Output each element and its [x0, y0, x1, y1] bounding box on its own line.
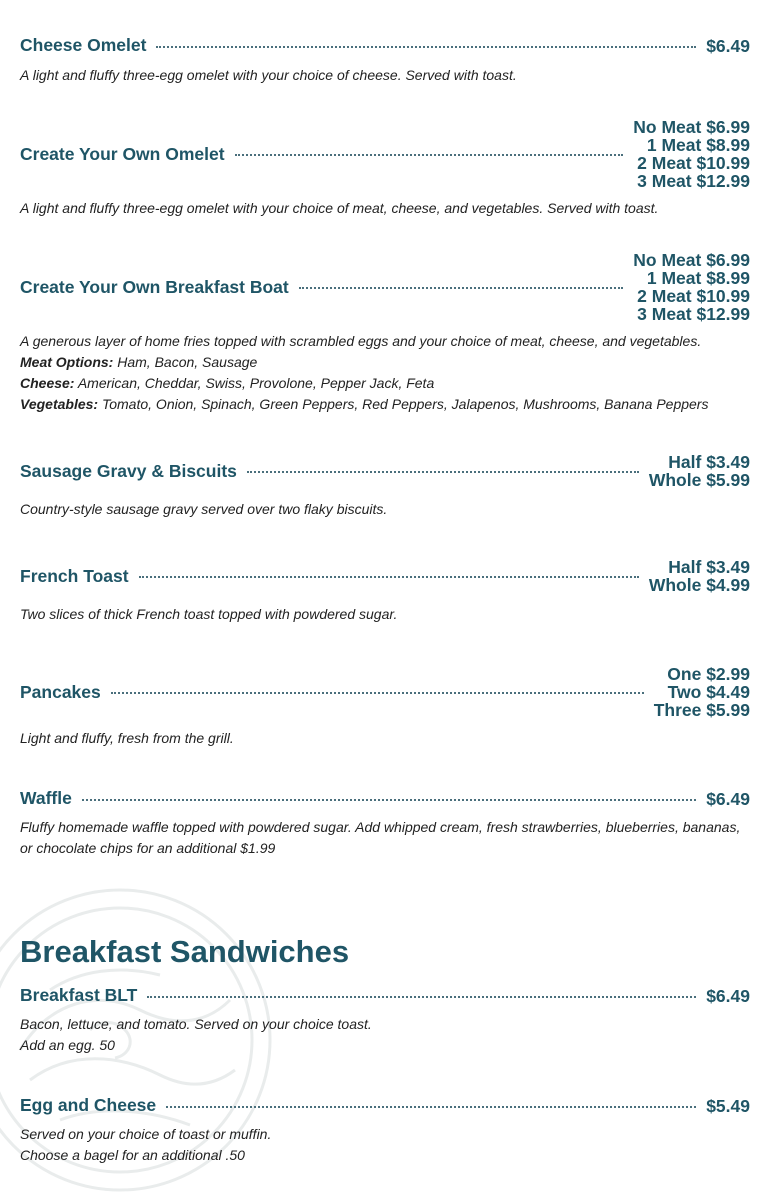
menu-item-price: 1 Meat $8.99: [646, 135, 750, 155]
menu-item-name: French Toast: [20, 565, 129, 586]
menu-item: [20, 625, 750, 749]
menu-item-name: Egg and Cheese: [20, 1095, 157, 1115]
menu-item-prices: [706, 790, 750, 808]
option-line-vegetables: [20, 394, 750, 415]
dot-leader: [247, 471, 639, 473]
menu-item-prices: [706, 1097, 750, 1115]
menu-item-price: 2 Meat $10.99: [637, 286, 750, 306]
menu-item-addon: Choose a bagel for an additional .50: [20, 1147, 245, 1163]
menu-item-price: 3 Meat $12.99: [637, 171, 750, 191]
menu-item-name: Cheese Omelet: [20, 35, 147, 55]
menu-item-header: [20, 665, 750, 719]
menu-item-price: 2 Meat $10.99: [637, 153, 750, 173]
menu-item-prices: [633, 251, 750, 323]
menu-item-description: Country-style sausage gravy served over two flaky biscuits.: [20, 501, 388, 517]
dot-leader: [147, 996, 696, 998]
menu-item-price: $6.49: [706, 35, 750, 56]
menu-item: [20, 972, 750, 1056]
menu-item-price: No Meat $6.99: [633, 117, 750, 137]
option-text: American, Cheddar, Swiss, Provolone, Pepper Jack, Feta: [77, 375, 435, 391]
menu-item-price: Half $3.49: [668, 557, 750, 577]
option-label: Meat Options:: [20, 354, 114, 370]
menu-item-price: Two $4.49: [667, 682, 750, 702]
menu-item-price: Half $3.49: [668, 452, 750, 472]
menu-item: [20, 749, 750, 859]
menu-item: [20, 0, 750, 86]
menu-item-header: [20, 118, 750, 190]
menu-item-price: 1 Meat $8.99: [646, 268, 750, 288]
menu-item-price: Whole $4.99: [648, 575, 750, 595]
menu-item-description: A light and fluffy three-egg omelet with your choice of cheese. Served with toast.: [20, 67, 517, 83]
menu-item-price: Whole $5.99: [648, 470, 750, 490]
menu-item-header: [20, 1095, 750, 1116]
menu-item-prices: [654, 665, 750, 719]
menu-item-prices: [649, 453, 750, 489]
menu-item-price: $6.49: [706, 788, 750, 809]
dot-leader: [82, 799, 696, 801]
menu-item: [20, 415, 750, 520]
menu-item-name: Pancakes: [20, 681, 101, 702]
menu-item-price: Three $5.99: [653, 700, 750, 720]
dot-leader: [156, 46, 696, 48]
menu-item-description: Bacon, lettuce, and tomato. Served on your choice toast.: [20, 1016, 372, 1032]
menu-item-prices: [706, 37, 750, 55]
menu-item-description: A generous layer of home fries topped with scrambled eggs and your choice of meat, cheese, and vegetables.: [20, 333, 702, 349]
option-label: Cheese:: [20, 375, 75, 391]
menu-item-prices: [706, 987, 750, 1005]
menu-item: [20, 86, 750, 219]
menu-item-name: Waffle: [20, 788, 72, 808]
dot-leader: [139, 576, 639, 578]
menu-item-price: 3 Meat $12.99: [637, 304, 750, 324]
menu-item-addon: Add an egg. 50: [20, 1037, 115, 1053]
menu-item-description: Fluffy homemade waffle topped with powdered sugar. Add whipped cream, fresh strawberries, blueberries, bananas, or chocolate chips for an additional $1.99: [20, 819, 741, 856]
option-text: Tomato, Onion, Spinach, Green Peppers, Red Peppers, Jalapenos, Mushrooms, Banana Peppers: [101, 396, 709, 412]
dot-leader: [235, 154, 624, 156]
menu-item-header: [20, 558, 750, 594]
dot-leader: [166, 1106, 696, 1108]
menu-item-prices: [649, 558, 750, 594]
menu-item-header: [20, 788, 750, 809]
option-line-meat: [20, 352, 750, 373]
menu-item-price: $5.49: [706, 1095, 750, 1116]
menu-item-prices: [633, 118, 750, 190]
menu-item: [20, 219, 750, 415]
menu-item-name: Create Your Own Omelet: [20, 143, 225, 164]
option-text: Ham, Bacon, Sausage: [117, 354, 258, 370]
option-line-cheese: [20, 373, 750, 394]
menu-item-description: Light and fluffy, fresh from the grill.: [20, 730, 234, 746]
section-title: Breakfast Sandwiches: [20, 934, 350, 969]
menu-item-price: No Meat $6.99: [633, 250, 750, 270]
menu-item: [20, 1056, 750, 1166]
menu-item-name: Breakfast BLT: [20, 985, 138, 1005]
menu-item-price: One $2.99: [667, 664, 750, 684]
menu-item-name: Create Your Own Breakfast Boat: [20, 276, 289, 297]
menu-item-header: [20, 35, 750, 56]
dot-leader: [111, 692, 644, 694]
menu-item-description: Two slices of thick French toast topped with powdered sugar.: [20, 606, 398, 622]
menu-item-description: Served on your choice of toast or muffin.: [20, 1126, 272, 1142]
menu-item-header: [20, 985, 750, 1006]
menu-item-header: [20, 251, 750, 323]
option-label: Vegetables:: [20, 396, 99, 412]
dot-leader: [299, 287, 624, 289]
menu-item-price: $6.49: [706, 985, 750, 1006]
menu-item-header: [20, 453, 750, 489]
menu-item-description: A light and fluffy three-egg omelet with your choice of meat, cheese, and vegetables. Served with toast.: [20, 200, 659, 216]
menu-item: [20, 520, 750, 625]
menu-item-name: Sausage Gravy & Biscuits: [20, 460, 237, 481]
